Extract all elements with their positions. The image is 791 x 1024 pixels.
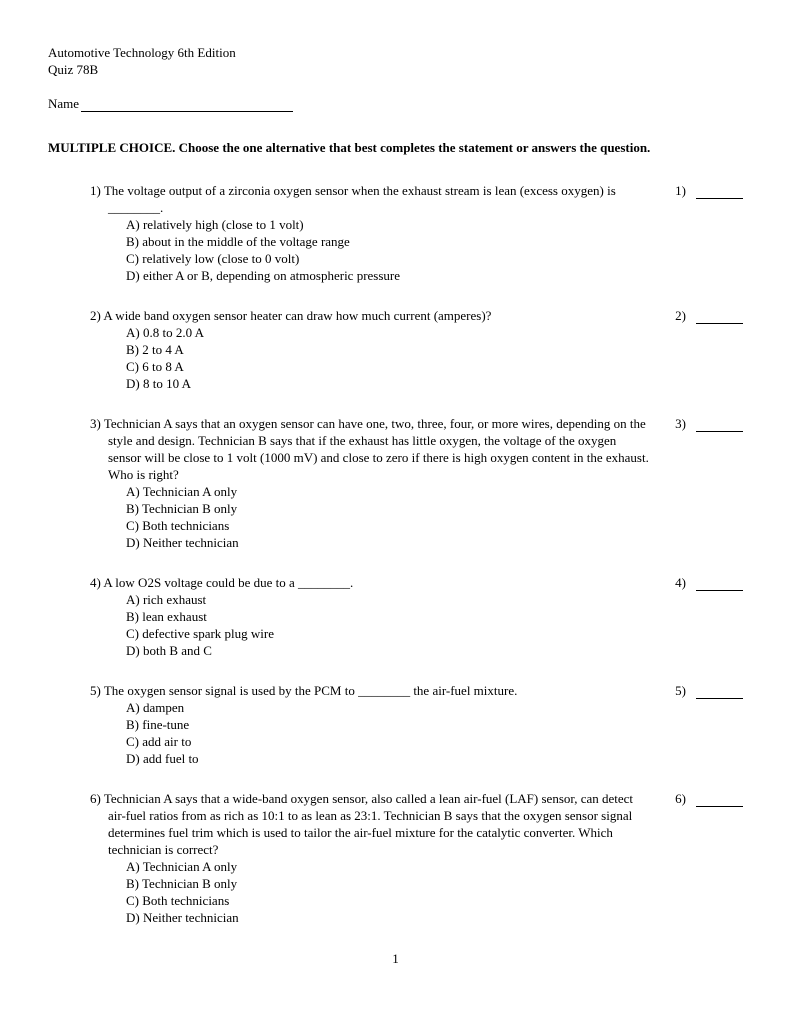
name-row: [48, 95, 743, 112]
answer-blank-line: [696, 311, 743, 324]
question-main: [90, 415, 652, 551]
questions-list: [48, 182, 743, 926]
question-main: [90, 307, 652, 392]
choice: B) fine-tune: [126, 717, 190, 732]
answer-area: [665, 415, 743, 432]
page-number: 1: [392, 951, 399, 966]
question-body: The oxygen sensor signal is used by the PCM to ________ the air-fuel mixture.: [103, 683, 518, 698]
choice: B) 2 to 4 A: [126, 342, 184, 357]
question-body: Technician A says that an oxygen sensor can have one, two, three, four, or more wires, depending on the style and design. Technician B says that if the exhaust has little oxygen, the voltage of the oxygen sensor will be close to 1 volt (1000 mV) and close to zero if there is high oxygen content in the exhaust. Who is right?: [103, 416, 649, 482]
choices: [126, 483, 652, 551]
question-number: 3): [90, 416, 101, 431]
choice: D) either A or B, depending on atmospheric pressure: [126, 268, 401, 283]
question-text: [90, 307, 652, 324]
answer-number: 3): [675, 416, 686, 431]
answer-number: 2): [675, 308, 686, 323]
answer-blank-line: [696, 419, 743, 432]
question-text: [90, 415, 652, 483]
question: [90, 307, 743, 392]
choice: C) defective spark plug wire: [126, 626, 275, 641]
question-text: [90, 790, 652, 858]
answer-area: [665, 790, 743, 807]
answer-blank-line: [696, 686, 743, 699]
answer-number: 6): [675, 791, 686, 806]
choice: B) Technician B only: [126, 501, 238, 516]
question: [90, 574, 743, 659]
answer-number: 5): [675, 683, 686, 698]
question: [90, 415, 743, 551]
name-blank-line: [81, 98, 293, 112]
question-main: [90, 682, 652, 767]
question-body: A wide band oxygen sensor heater can draw how much current (amperes)?: [103, 308, 492, 323]
choice: C) Both technicians: [126, 893, 230, 908]
question-number: 2): [90, 308, 101, 323]
answer-blank-line: [696, 794, 743, 807]
quiz-title: Quiz 78B: [48, 62, 99, 77]
question-text: [90, 682, 652, 699]
choice: D) Neither technician: [126, 910, 239, 925]
book-title: Automotive Technology 6th Edition: [48, 45, 236, 60]
choices: [126, 858, 652, 926]
question-body: Technician A says that a wide-band oxygen sensor, also called a lean air-fuel (LAF) sensor, can detect air-fuel ratios from as rich as 10:1 to as lean as 23:1. Technician B says that the oxygen sensor signal determines fuel trim which is used to tailor the air-fuel mixture for the catalytic converter. Which technician is correct?: [103, 791, 634, 857]
choices: [126, 324, 652, 392]
choice: B) about in the middle of the voltage range: [126, 234, 350, 249]
question: [90, 682, 743, 767]
answer-blank-line: [696, 186, 743, 199]
question-main: [90, 182, 652, 284]
choice: B) lean exhaust: [126, 609, 207, 624]
name-label: Name: [48, 96, 80, 111]
answer-area: [665, 574, 743, 591]
choice: C) 6 to 8 A: [126, 359, 184, 374]
answer-number: 4): [675, 575, 686, 590]
choice: A) relatively high (close to 1 volt): [126, 217, 304, 232]
answer-area: [665, 182, 743, 199]
answer-blank-line: [696, 578, 743, 591]
question-number: 4): [90, 575, 101, 590]
choice: D) both B and C: [126, 643, 212, 658]
choice: C) Both technicians: [126, 518, 230, 533]
question: [90, 790, 743, 926]
question-body: A low O2S voltage could be due to a ________.: [103, 575, 354, 590]
question-number: 1): [90, 183, 101, 198]
question: [90, 182, 743, 284]
answer-area: [665, 307, 743, 324]
choice: A) dampen: [126, 700, 185, 715]
choice: B) Technician B only: [126, 876, 238, 891]
choice: C) add air to: [126, 734, 192, 749]
section-instructions: MULTIPLE CHOICE. Choose the one alternative that best completes the statement or answers the question.: [48, 140, 651, 155]
choice: D) add fuel to: [126, 751, 199, 766]
choices: [126, 216, 652, 284]
choices: [126, 699, 652, 767]
choice: A) rich exhaust: [126, 592, 207, 607]
question-main: [90, 790, 652, 926]
question-body: The voltage output of a zirconia oxygen sensor when the exhaust stream is lean (excess oxygen) is ________.: [103, 183, 616, 215]
answer-area: [665, 682, 743, 699]
question-text: [90, 182, 652, 216]
choice: A) 0.8 to 2.0 A: [126, 325, 204, 340]
document-header: [48, 44, 743, 78]
question-text: [90, 574, 652, 591]
question-main: [90, 574, 652, 659]
answer-number: 1): [675, 183, 686, 198]
choice: D) 8 to 10 A: [126, 376, 191, 391]
choice: A) Technician A only: [126, 859, 238, 874]
choice: D) Neither technician: [126, 535, 239, 550]
question-number: 5): [90, 683, 101, 698]
choice: A) Technician A only: [126, 484, 238, 499]
choice: C) relatively low (close to 0 volt): [126, 251, 300, 266]
question-number: 6): [90, 791, 101, 806]
choices: [126, 591, 652, 659]
